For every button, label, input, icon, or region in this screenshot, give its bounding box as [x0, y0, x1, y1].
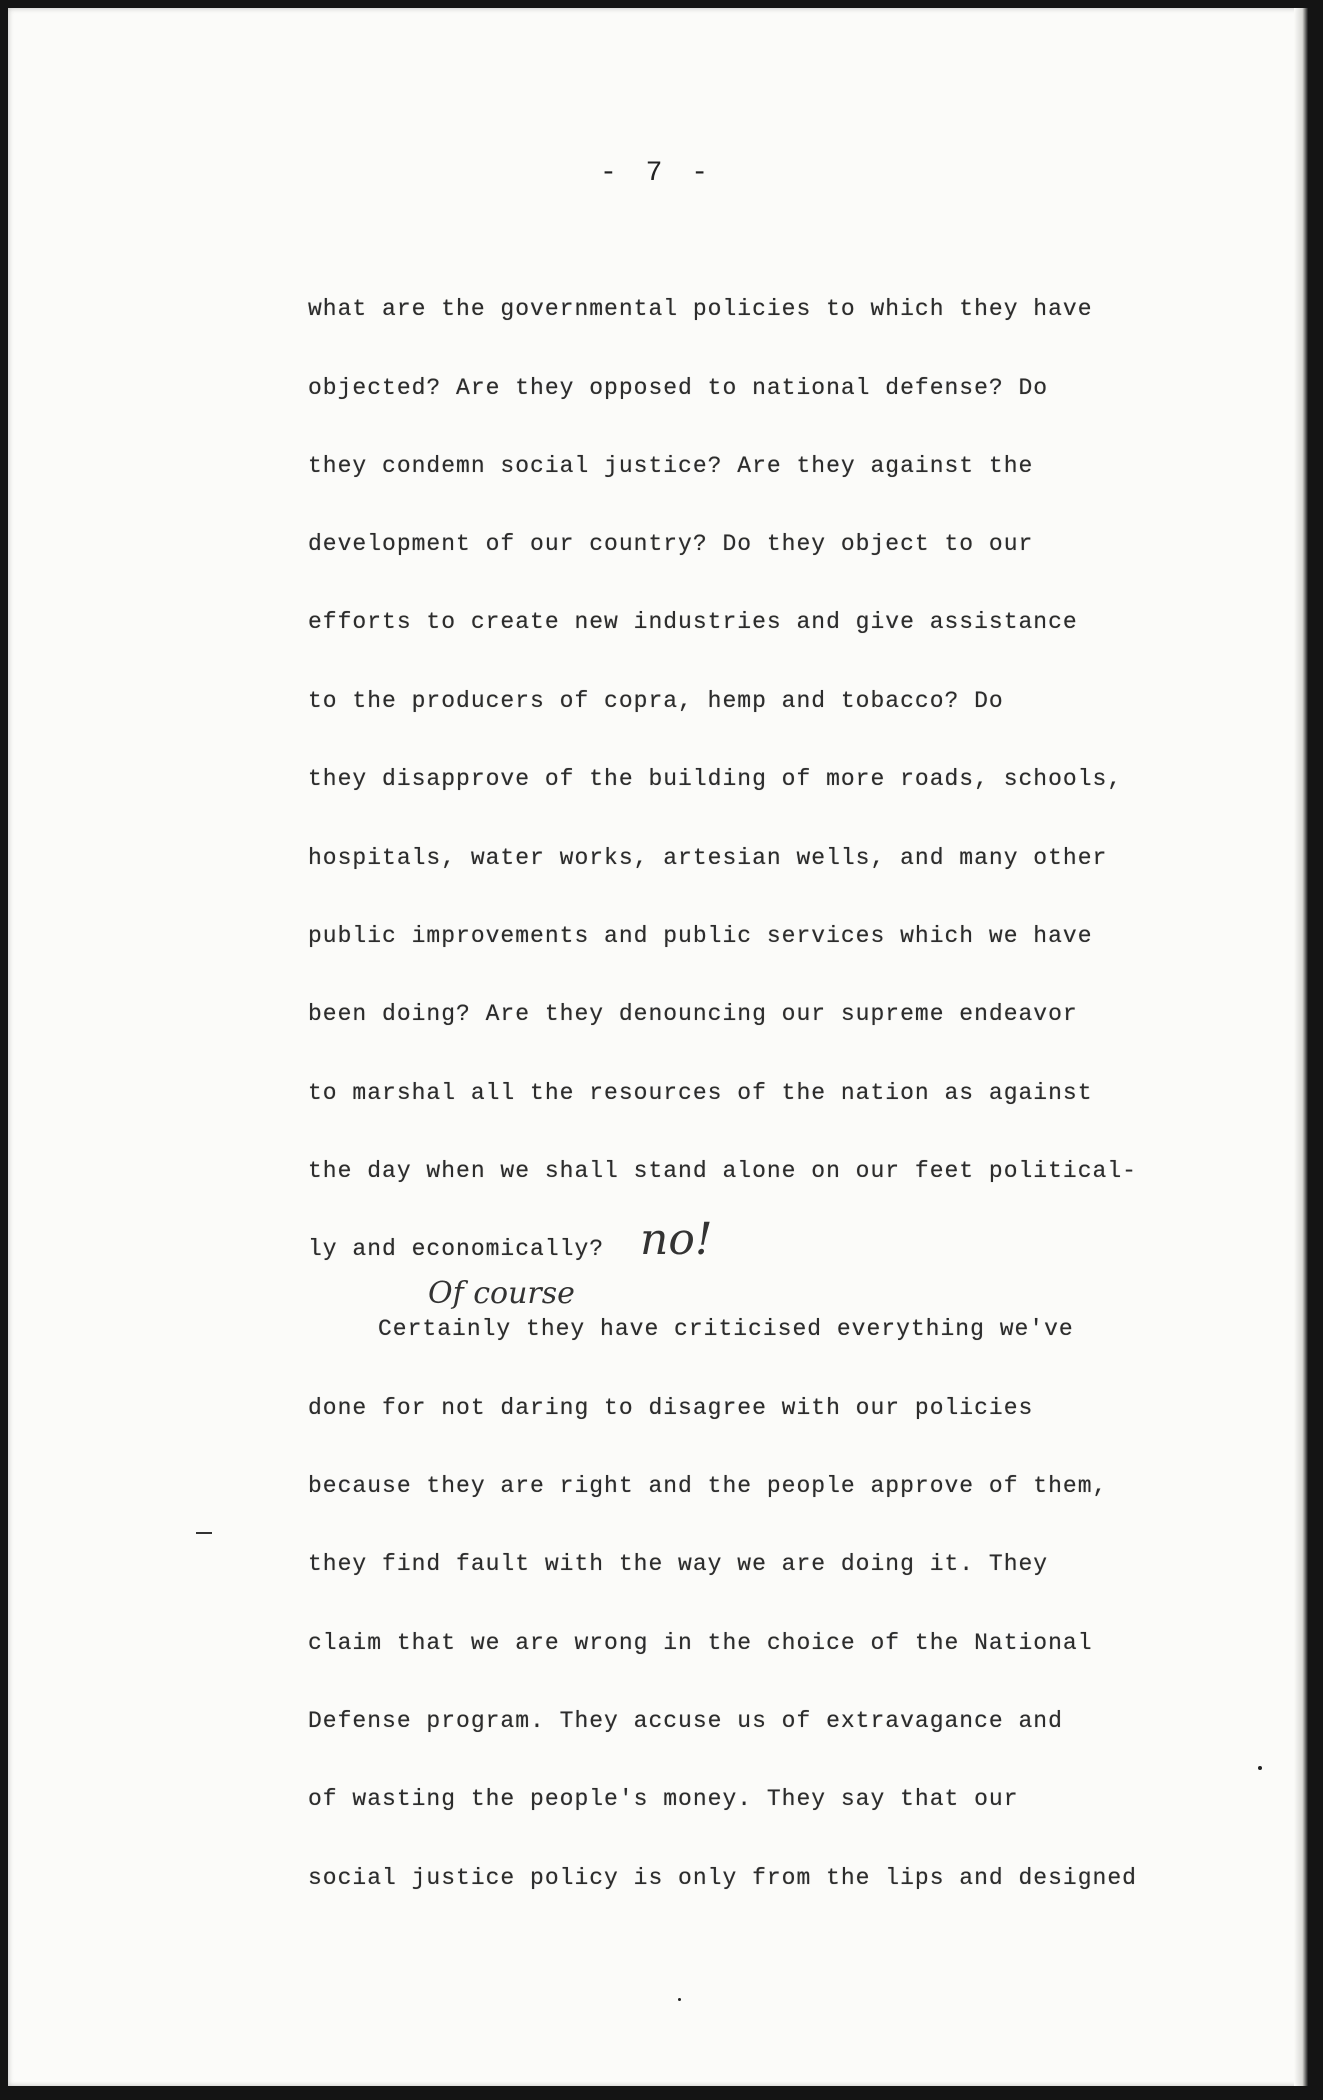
ink-dot — [678, 1998, 681, 2001]
text-line-17: they find fault with the way we are doing it. They — [308, 1551, 1049, 1577]
text-line-11: to marshal all the resources of the nation as against — [308, 1080, 1093, 1106]
text-line-15: done for not daring to disagree with our policies — [308, 1395, 1034, 1421]
text-line-21: social justice policy is only from the lips and designed — [308, 1865, 1137, 1891]
handwritten-answer: no! — [640, 1214, 713, 1265]
text-line-14: Certainly they have criticised everything we've — [378, 1316, 1074, 1342]
text-line-13: ly and economically? — [308, 1236, 605, 1262]
text-line-4: development of our country? Do they object to our — [308, 531, 1034, 557]
text-line-9: public improvements and public services which we have — [308, 923, 1093, 949]
text-line-8: hospitals, water works, artesian wells, and many other — [308, 845, 1108, 871]
text-line-5: efforts to create new industries and give assistance — [308, 609, 1078, 635]
text-line-3: they condemn social justice? Are they against the — [308, 453, 1034, 479]
document-page — [8, 8, 1306, 2086]
text-line-16: because they are right and the people approve of them, — [308, 1473, 1108, 1499]
text-line-6: to the producers of copra, hemp and tobacco? Do — [308, 688, 1004, 714]
page-number: - 7 - — [599, 158, 714, 189]
text-line-10: been doing? Are they denouncing our supreme endeavor — [308, 1001, 1078, 1027]
text-line-1: what are the governmental policies to which they have — [308, 296, 1093, 322]
text-line-20: of wasting the people's money. They say that our — [308, 1786, 1019, 1812]
margin-mark — [196, 1532, 212, 1534]
text-line-12: the day when we shall stand alone on our feet political- — [308, 1158, 1137, 1184]
handwritten-insert: Of course — [428, 1276, 575, 1311]
text-line-2: objected? Are they opposed to national defense? Do — [308, 375, 1049, 401]
page-edge — [1294, 8, 1308, 2086]
text-line-18: claim that we are wrong in the choice of the National — [308, 1630, 1093, 1656]
ink-dot — [1258, 1766, 1262, 1770]
text-line-19: Defense program. They accuse us of extravagance and — [308, 1708, 1063, 1734]
text-line-7: they disapprove of the building of more roads, schools, — [308, 766, 1123, 792]
